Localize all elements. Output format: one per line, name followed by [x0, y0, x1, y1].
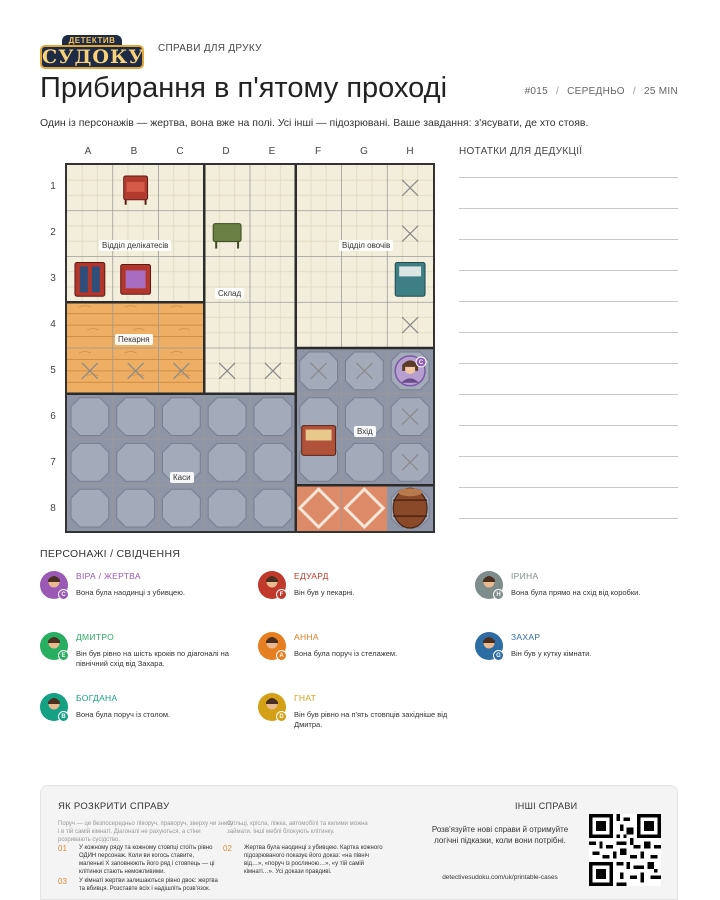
row-label: 2 — [50, 227, 56, 238]
suspect-name: АННА — [294, 632, 319, 642]
note-line[interactable] — [459, 239, 678, 240]
rule-number: 01 — [58, 844, 67, 853]
suspect-card[interactable] — [258, 632, 458, 684]
note-line[interactable] — [459, 301, 678, 302]
row-label: 7 — [50, 457, 56, 468]
rule-text: У кімнаті жертви залишаються рівно двоє: жертва та вбивця. Розставте всіх і надішліть розв'язок. — [79, 878, 218, 892]
board-graphics — [67, 165, 433, 531]
room-label-storage: Склад — [215, 288, 244, 299]
victim-token[interactable] — [395, 356, 426, 386]
row-label: 3 — [50, 273, 56, 284]
room-label-entrance: Вхід — [354, 426, 376, 437]
suspect-badge: B — [58, 711, 69, 722]
promo-text: Розв'язуйте нові справи й отримуйте логічні підказки, коли вони потрібні. — [431, 825, 569, 845]
suspect-name: ГНАТ — [294, 693, 317, 703]
room-label-deli: Відділ делікатесів — [99, 240, 171, 251]
note-line[interactable] — [459, 456, 678, 457]
qr-code-icon[interactable] — [589, 814, 661, 886]
suspect-testimony: Він був у кутку кімнати. — [511, 649, 592, 658]
suspect-card[interactable] — [40, 693, 240, 745]
suspect-testimony: Він був рівно на п'ять стовпців західніше від Дмитра. — [294, 710, 448, 729]
logo-top-text: ДЕТЕКТИВ — [62, 35, 122, 47]
game-board[interactable] — [65, 163, 435, 533]
suspect-badge: E — [58, 650, 69, 661]
column-label: B — [130, 146, 138, 157]
difficulty-label: СЕРЕДНЬО — [567, 86, 625, 97]
row-label: 4 — [50, 319, 56, 330]
suspect-badge: G — [493, 650, 504, 661]
notes-title: НОТАТКИ ДЛЯ ДЕДУКЦІЇ — [459, 146, 583, 157]
suspect-card[interactable] — [40, 571, 240, 623]
room-label-bakery: Пекарня — [115, 334, 153, 345]
suspect-card[interactable] — [475, 571, 675, 623]
suspect-card[interactable] — [475, 632, 675, 684]
note-line[interactable] — [459, 270, 678, 271]
suspect-badge: A — [276, 650, 287, 661]
column-label: D — [222, 146, 230, 157]
rule-text: Жертва була наодинці з убивцею. Картка кожного підозрюваного показує його доказ: «на північ від…», «поруч із рослиною…», «у тій самій кімнаті…». Усі докази правдиві. — [244, 845, 383, 875]
page-title: Прибирання в п'ятому проході — [40, 72, 448, 104]
note-line[interactable] — [459, 518, 678, 519]
suspect-testimony: Він був у пекарні. — [294, 588, 355, 597]
column-label: G — [360, 146, 368, 157]
other-cases-title: ІНШІ СПРАВИ — [515, 801, 578, 811]
rules-title: ЯК РОЗКРИТИ СПРАВУ — [58, 801, 170, 812]
note-line[interactable] — [459, 208, 678, 209]
shelf-icon — [75, 262, 105, 296]
column-label: E — [268, 146, 276, 157]
suspect-name: ЗАХАР — [511, 632, 541, 642]
suspect-testimony: Вона була поруч із столом. — [76, 710, 171, 719]
rule-number: 02 — [223, 844, 232, 853]
suspect-name: ДМИТРО — [76, 632, 115, 642]
rules-intro: Поруч — це безпосередньо ліворуч, праворуч, зверху чи знизу і в тій самій кімнаті. Діагоналі не рахуються, а стіни розривають сусідство. — [58, 821, 234, 843]
row-label: 8 — [50, 503, 56, 514]
column-label: H — [406, 146, 414, 157]
row-label: 5 — [50, 365, 56, 376]
suspect-card[interactable] — [258, 693, 458, 745]
suspect-testimony: Він був рівно на шість кроків по діагоналі на північний схід від Захара. — [76, 649, 229, 668]
case-number: #015 — [524, 86, 549, 97]
room-label-veg: Відділ овочів — [339, 240, 393, 251]
victim-badge: C — [418, 359, 424, 366]
suspect-name: ВІРА / ЖЕРТВА — [76, 571, 141, 581]
logo-main-text: СУДОКУ — [42, 46, 145, 68]
suspects-section-title: ПЕРСОНАЖІ / СВІДЧЕННЯ — [40, 548, 181, 560]
note-line[interactable] — [459, 425, 678, 426]
cases-link[interactable]: detectivesudoku.com/uk/printable-cases — [442, 874, 558, 881]
note-line[interactable] — [459, 394, 678, 395]
suspect-testimony: Вона була наодинці з убивцею. — [76, 588, 185, 597]
box-icon — [121, 264, 151, 294]
suspect-testimony: Вона була прямо на схід від коробки. — [511, 588, 641, 597]
room-checkout-floor — [67, 394, 296, 531]
case-intro: Один із персонажів — жертва, вона вже на полі. Усі інші — підозрювані. Ваше завдання: з'ясувати, де хто стояв. — [40, 117, 589, 129]
brand-logo — [40, 35, 144, 69]
suspect-name: ІРИНА — [511, 571, 539, 581]
column-label: A — [84, 146, 92, 157]
column-label: F — [314, 146, 322, 157]
rule-text: У кожному ряду та кожному стовпці стоїть рівно ОДИН персонаж. Коли ви когось ставите, маленькі X заповнюють його ряд і стовпець — ці клітинки стають неможливими. — [79, 845, 215, 875]
row-label: 6 — [50, 411, 56, 422]
column-label: C — [176, 146, 184, 157]
row-label: 1 — [50, 181, 56, 192]
room-label-checkout: Каси — [170, 472, 194, 483]
fridge-icon — [395, 262, 425, 296]
suspect-badge: D — [276, 711, 287, 722]
barrel-icon — [393, 488, 427, 528]
note-line[interactable] — [459, 177, 678, 178]
suspect-card[interactable] — [258, 571, 458, 623]
note-line[interactable] — [459, 363, 678, 364]
rules-intro-furniture: Стільці, крісла, ліжка, автомобілі та килими можна займати. Інші меблі блокують клітинку. — [227, 821, 368, 835]
suspect-badge: F — [276, 589, 287, 600]
suspect-name: ЕДУАРД — [294, 571, 329, 581]
duration-label: 25 MIN — [643, 86, 678, 97]
suspect-testimony: Вона була поруч із стелажем. — [294, 649, 398, 658]
note-line[interactable] — [459, 332, 678, 333]
cash-register-icon — [302, 426, 336, 456]
document-type: СПРАВИ ДЛЯ ДРУКУ — [158, 43, 262, 54]
suspect-badge: H — [493, 589, 504, 600]
suspect-badge: C — [58, 589, 69, 600]
rule-number: 03 — [58, 877, 67, 886]
suspect-name: БОГДАНА — [76, 693, 118, 703]
rules-footer — [40, 785, 678, 900]
suspect-card[interactable] — [40, 632, 240, 684]
case-meta: #015 / СЕРЕДНЬО / 25 MIN — [524, 86, 678, 97]
note-line[interactable] — [459, 487, 678, 488]
